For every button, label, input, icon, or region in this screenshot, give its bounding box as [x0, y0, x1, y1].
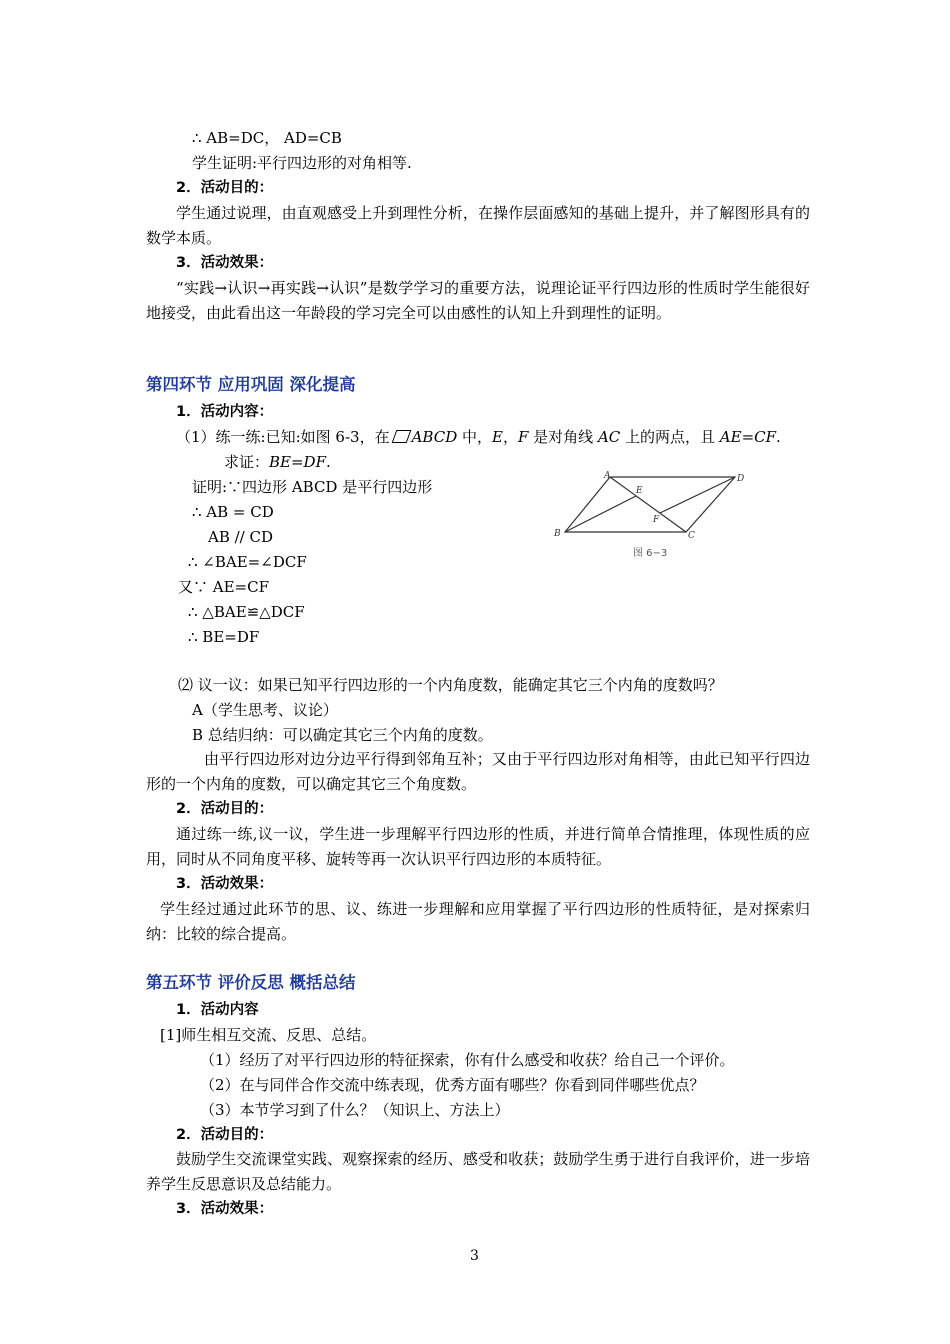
goal-text-5: 鼓励学生交流课堂实践、观察探索的经历、感受和收获；鼓励学生勇于进行自我评价，进一步培养学生反思意识及总结能力。: [146, 1150, 810, 1193]
proof-line: AB // CD: [208, 528, 274, 546]
label-b: B: [554, 529, 561, 539]
proof-line: ∴ ∠BAE=∠DCF: [188, 553, 307, 571]
label-a: A: [604, 471, 611, 481]
proof-line: ∴ △BAE≌△DCF: [188, 603, 305, 621]
label-e: E: [636, 486, 643, 496]
student-proof-note: 学生证明:平行四边形的对角相等.: [192, 154, 412, 172]
content-heading-4: 1．活动内容：: [176, 404, 274, 420]
effect-heading-4: 3．活动效果：: [176, 876, 274, 892]
figure-caption: 图 6−3: [633, 548, 668, 559]
diagonal-ac: [610, 477, 686, 532]
page-number: 3: [470, 1248, 479, 1264]
label-c: C: [688, 531, 695, 541]
reflection-item: （2）在与同伴合作交流中练表现，优秀方面有哪些？你看到同伴哪些优点？: [200, 1076, 705, 1094]
effect-heading-5: 3．活动效果：: [176, 1201, 274, 1217]
label-d: D: [737, 474, 745, 484]
goal-text-4: 通过练一练,议一议，学生进一步理解平行四边形的性质，并进行简单合情推理，体现性质的应用，同时从不同角度平移、旋转等再一次认识平行四边形的本质特征。: [146, 825, 810, 868]
effect-text-3: “实践→认识→再实践→认识”是数学学习的重要方法，说理论证平行四边形的性质时学生能很好地接受，由此看出这一年龄段的学习完全可以由感性的认知上升到理性的证明。: [146, 279, 810, 322]
reflection-item: （3）本节学习到了什么？（知识上、方法上）: [200, 1101, 510, 1119]
figure-6-3: [548, 468, 748, 560]
proof-line: 又∵ AE=CF: [178, 578, 270, 596]
parallelogram-abcd: [565, 477, 735, 532]
proof-line: ∴ BE=DF: [188, 628, 260, 646]
goal-heading-3: 2．活动目的：: [176, 180, 274, 196]
proof-conclusion: ∴ AB=DC， AD=CB: [192, 129, 342, 147]
exercise-2-explanation: 由平行四边形对边分边平行得到邻角互补；又由于平行四边形对角相等，由此已知平行四边形的一个内角的度数，可以确定其它三个角度数。: [146, 750, 810, 793]
segment-be: [565, 496, 636, 532]
goal-heading-4: 2．活动目的：: [176, 801, 274, 817]
effect-heading-3: 3．活动效果：: [176, 255, 274, 271]
label-f: F: [653, 515, 660, 525]
parallelogram-icon: [391, 430, 411, 443]
exercise-1: （1）练一练:已知:如图 6-3，在 ABCD 中，E，F 是对角线 AC 上的两点，且 AE=CF.: [176, 428, 781, 446]
exercise-2: ⑵ 议一议：如果已知平行四边形的一个内角度数，能确定其它三个内角的度数吗？: [178, 676, 723, 694]
section4-title: 第四环节 应用巩固 深化提高: [146, 375, 356, 394]
proof-line: ∴ AB = CD: [192, 503, 274, 521]
prove-statement: 求证：BE=DF.: [224, 453, 331, 471]
goal-heading-5: 2．活动目的：: [176, 1127, 274, 1143]
exercise-2-a: A（学生思考、议论）: [192, 701, 338, 719]
section5-title: 第五环节 评价反思 概括总结: [146, 973, 356, 992]
goal-text-3: 学生通过说理，由直观感受上升到理性分析，在操作层面感知的基础上提升，并了解图形具有的数学本质。: [146, 204, 810, 247]
effect-text-4: 学生经过通过此环节的思、议、练进一步理解和应用掌握了平行四边形的性质特征，是对探索归纳：比较的综合提高。: [146, 900, 810, 943]
exercise-2-b: B 总结归纳：可以确定其它三个内角的度数。: [192, 726, 493, 744]
proof-line: 证明:∵四边形 ABCD 是平行四边形: [192, 478, 433, 496]
segment-df: [660, 477, 735, 513]
reflection-item: （1）经历了对平行四边形的特征探索，你有什么感受和收获？给自己一个评价。: [200, 1051, 735, 1069]
section5-intro: [1]师生相互交流、反思、总结。: [160, 1026, 377, 1044]
content-heading-5: 1．活动内容: [176, 1002, 259, 1018]
